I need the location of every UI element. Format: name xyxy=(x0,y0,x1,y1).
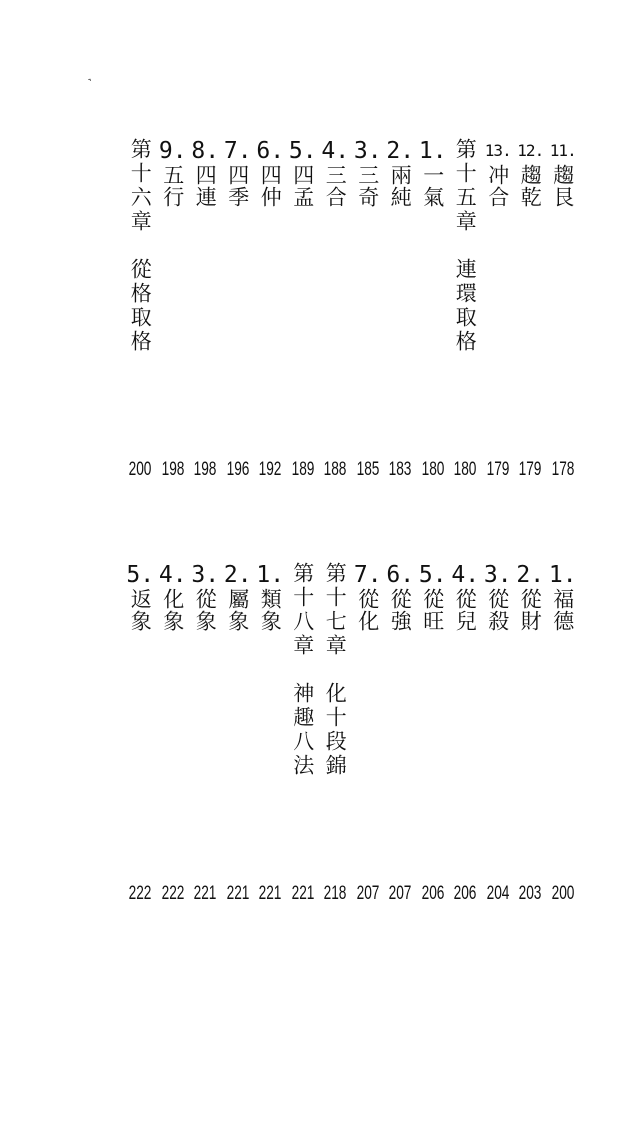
toc-entry[interactable] xyxy=(254,138,287,480)
toc-entry[interactable] xyxy=(514,138,547,480)
chapter-heading: 第十八章 xyxy=(290,562,315,658)
entry-title: 屬象 xyxy=(225,588,250,632)
entry-number: 2. xyxy=(223,562,252,588)
toc-entry[interactable] xyxy=(547,138,580,480)
chapter-heading: 第十五章 xyxy=(453,138,478,234)
entry-number: 5. xyxy=(288,138,317,164)
toc-chapter[interactable] xyxy=(124,138,157,480)
entry-title: 冲合 xyxy=(485,164,510,208)
toc-entry[interactable] xyxy=(254,562,287,904)
entry-number: 7. xyxy=(223,138,252,164)
entry-number: 3. xyxy=(353,138,382,164)
toc-entry[interactable] xyxy=(417,562,450,904)
entry-title: 從兒 xyxy=(453,588,478,632)
entry-title: 從財 xyxy=(518,588,543,632)
toc-entry[interactable] xyxy=(352,138,385,480)
entry-title: 三合 xyxy=(323,164,348,208)
chapter-title: 連環取格 xyxy=(453,258,478,354)
entry-page: 180 xyxy=(453,459,477,480)
entry-page: 204 xyxy=(486,883,510,904)
entry-page: 218 xyxy=(323,883,347,904)
entry-number: 12. xyxy=(517,141,544,160)
entry-page: 200 xyxy=(551,883,575,904)
entry-page: 206 xyxy=(421,883,445,904)
entry-page: 221 xyxy=(226,883,250,904)
toc-entry[interactable] xyxy=(482,562,515,904)
entry-number: 4. xyxy=(158,562,187,588)
toc-entry[interactable] xyxy=(384,562,417,904)
entry-number: 11. xyxy=(549,141,576,160)
toc-entry[interactable] xyxy=(352,562,385,904)
entry-title: 返象 xyxy=(128,588,153,632)
toc-entry[interactable] xyxy=(449,562,482,904)
entry-title: 福德 xyxy=(550,588,575,632)
entry-page: 207 xyxy=(388,883,412,904)
entry-page: 222 xyxy=(161,883,185,904)
entry-page: 180 xyxy=(421,459,445,480)
entry-page: 206 xyxy=(453,883,477,904)
entry-page: 185 xyxy=(356,459,380,480)
entry-number: 4. xyxy=(451,562,480,588)
entry-title: 從象 xyxy=(193,588,218,632)
chapter-title: 神趣八法 xyxy=(290,682,315,778)
toc-entry[interactable] xyxy=(384,138,417,480)
toc-chapter[interactable] xyxy=(319,562,352,904)
toc-bottom-block xyxy=(124,562,579,904)
entry-title: 從化 xyxy=(355,588,380,632)
toc-entry[interactable] xyxy=(287,138,320,480)
entry-title: 從旺 xyxy=(420,588,445,632)
entry-title: 化象 xyxy=(160,588,185,632)
entry-number: 4. xyxy=(321,138,350,164)
entry-page: 188 xyxy=(323,459,347,480)
entry-number: 6. xyxy=(256,138,285,164)
chapter-title: 從格取格 xyxy=(128,258,153,354)
entry-title: 類象 xyxy=(258,588,283,632)
toc-entry[interactable] xyxy=(189,562,222,904)
entry-number: 2. xyxy=(516,562,545,588)
entry-number: 9. xyxy=(158,138,187,164)
entry-page: 221 xyxy=(258,883,282,904)
entry-number: 8. xyxy=(191,138,220,164)
entry-title: 四連 xyxy=(193,164,218,208)
chapter-heading: 第十七章 xyxy=(323,562,348,658)
entry-page: 198 xyxy=(193,459,217,480)
entry-page: 183 xyxy=(388,459,412,480)
chapter-title: 化十段錦 xyxy=(323,682,348,778)
toc-chapter[interactable] xyxy=(449,138,482,480)
entry-title: 從強 xyxy=(388,588,413,632)
entry-page: 196 xyxy=(226,459,250,480)
toc-entry[interactable] xyxy=(417,138,450,480)
entry-number: 1. xyxy=(418,138,447,164)
entry-title: 趨乾 xyxy=(518,164,543,208)
entry-page: 203 xyxy=(518,883,542,904)
toc-entry[interactable] xyxy=(222,138,255,480)
entry-title: 一氣 xyxy=(420,164,445,208)
toc-entry[interactable] xyxy=(222,562,255,904)
toc-entry[interactable] xyxy=(157,138,190,480)
toc-entry[interactable] xyxy=(482,138,515,480)
entry-page: 198 xyxy=(161,459,185,480)
entry-title: 四仲 xyxy=(258,164,283,208)
entry-number: 6. xyxy=(386,562,415,588)
toc-entry[interactable] xyxy=(189,138,222,480)
entry-title: 四孟 xyxy=(290,164,315,208)
scan-mark: ˺ xyxy=(86,75,94,93)
entry-page: 192 xyxy=(258,459,282,480)
entry-page: 179 xyxy=(518,459,542,480)
entry-page: 221 xyxy=(291,883,315,904)
entry-number: 13. xyxy=(484,141,511,160)
entry-page: 178 xyxy=(551,459,575,480)
entry-title: 四季 xyxy=(225,164,250,208)
entry-number: 3. xyxy=(483,562,512,588)
entry-number: 1. xyxy=(548,562,577,588)
entry-number: 5. xyxy=(126,562,155,588)
entry-page: 200 xyxy=(128,459,152,480)
entry-page: 179 xyxy=(486,459,510,480)
chapter-heading: 第十六章 xyxy=(128,138,153,234)
entry-page: 189 xyxy=(291,459,315,480)
entry-title: 五行 xyxy=(160,164,185,208)
toc-chapter[interactable] xyxy=(287,562,320,904)
entry-number: 2. xyxy=(386,138,415,164)
toc-entry[interactable] xyxy=(124,562,157,904)
entry-number: 3. xyxy=(191,562,220,588)
entry-page: 221 xyxy=(193,883,217,904)
toc-entry[interactable] xyxy=(547,562,580,904)
entry-title: 兩純 xyxy=(388,164,413,208)
toc-entry[interactable] xyxy=(319,138,352,480)
toc-entry[interactable] xyxy=(514,562,547,904)
entry-number: 7. xyxy=(353,562,382,588)
toc-top-block xyxy=(124,138,579,480)
entry-title: 趨艮 xyxy=(550,164,575,208)
toc-entry[interactable] xyxy=(157,562,190,904)
entry-number: 1. xyxy=(256,562,285,588)
entry-page: 207 xyxy=(356,883,380,904)
entry-number: 5. xyxy=(418,562,447,588)
entry-title: 三奇 xyxy=(355,164,380,208)
entry-page: 222 xyxy=(128,883,152,904)
entry-title: 從殺 xyxy=(485,588,510,632)
